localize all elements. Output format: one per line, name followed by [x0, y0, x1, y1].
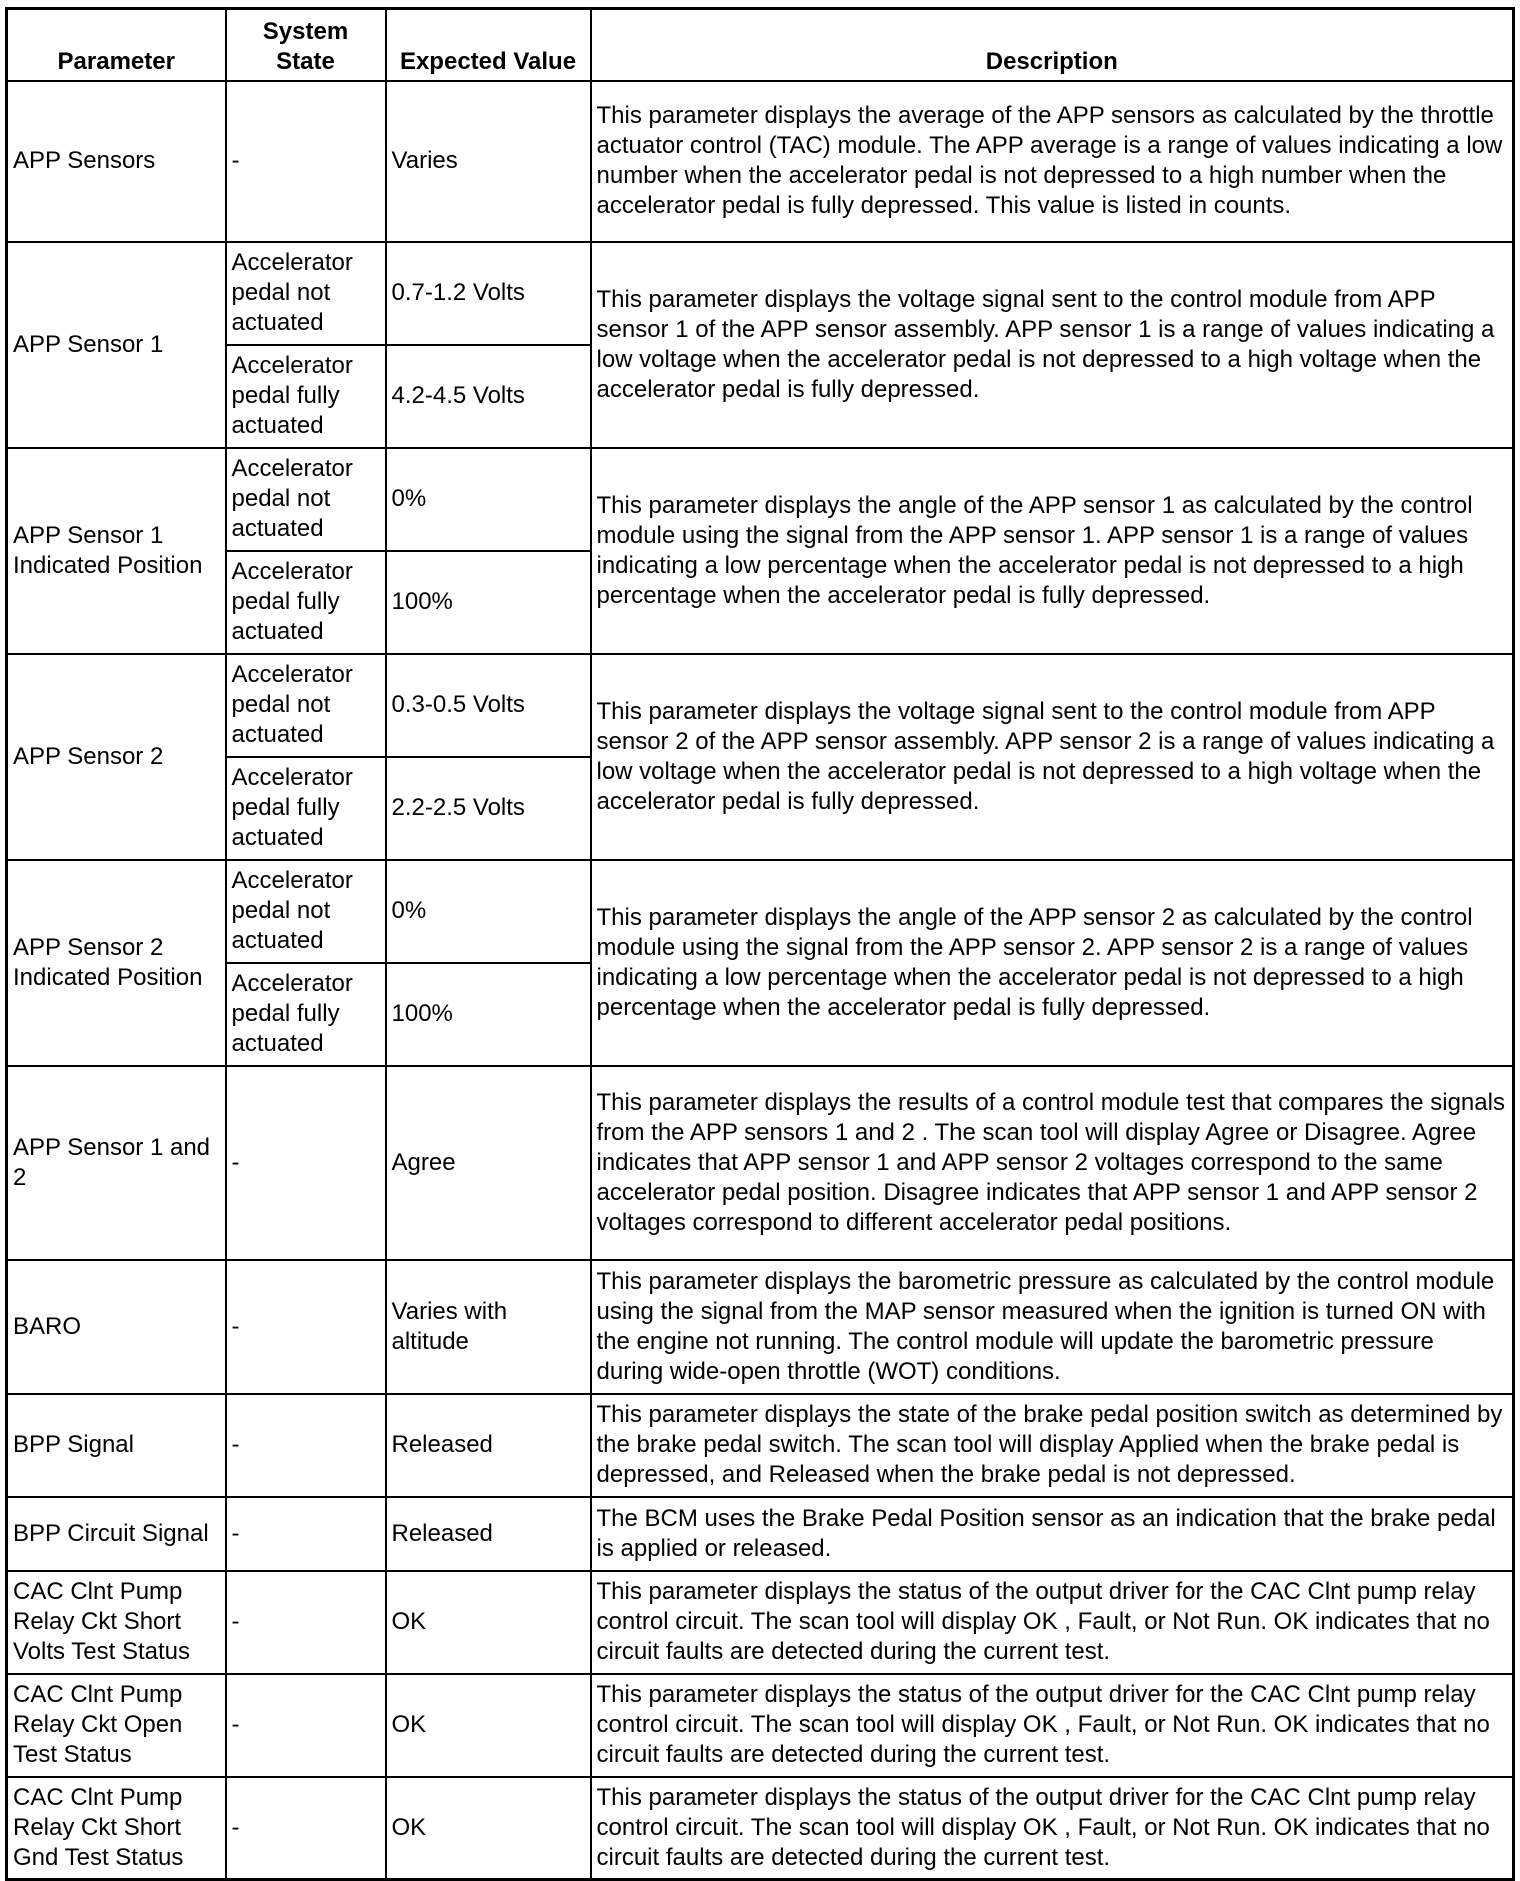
value-cell: 0.7-1.2 Volts	[386, 242, 591, 345]
table-row	[7, 448, 1514, 551]
state-cell: Accelerator pedal not actuated	[226, 242, 386, 345]
state-cell: -	[226, 1571, 386, 1674]
description-cell: This parameter displays the results of a control module test that compares the signals from the APP sensors 1 and 2 . The scan tool will display Agree or Disagree. Agree indicates that APP sensor 1 and APP sensor 2 voltages correspond to the same accelerator pedal position. Disagree indicates that APP sensor 1 and APP sensor 2 voltages correspond to different accelerator pedal positions.	[591, 1066, 1514, 1260]
parameter-cell: CAC Clnt Pump Relay Ckt Open Test Status	[7, 1674, 226, 1777]
description-cell: This parameter displays the status of the output driver for the CAC Clnt pump relay control circuit. The scan tool will display OK , Fault, or Not Run. OK indicates that no circuit faults are detected during the current test.	[591, 1777, 1514, 1880]
parameter-cell: APP Sensor 1	[7, 242, 226, 448]
parameter-cell: CAC Clnt Pump Relay Ckt Short Volts Test Status	[7, 1571, 226, 1674]
value-cell: 100%	[386, 963, 591, 1066]
table-row	[7, 1066, 1514, 1260]
parameter-table	[5, 7, 1515, 1881]
table-row	[7, 242, 1514, 345]
value-cell: 0%	[386, 860, 591, 963]
value-cell: 2.2-2.5 Volts	[386, 757, 591, 860]
value-cell: OK	[386, 1571, 591, 1674]
state-cell: Accelerator pedal fully actuated	[226, 963, 386, 1066]
value-cell: 0.3-0.5 Volts	[386, 654, 591, 757]
description-cell: This parameter displays the status of the output driver for the CAC Clnt pump relay control circuit. The scan tool will display OK , Fault, or Not Run. OK indicates that no circuit faults are detected during the current test.	[591, 1674, 1514, 1777]
table-row	[7, 654, 1514, 757]
description-cell: This parameter displays the angle of the APP sensor 2 as calculated by the control module using the signal from the APP sensor 2. APP sensor 2 is a range of values indicating a low percentage when the accelerator pedal is not depressed to a high percentage when the accelerator pedal is fully depressed.	[591, 860, 1514, 1066]
parameter-cell: BARO	[7, 1260, 226, 1394]
value-cell: 0%	[386, 448, 591, 551]
table-row	[7, 81, 1514, 242]
table-row	[7, 1497, 1514, 1571]
state-cell: -	[226, 1260, 386, 1394]
parameter-cell: CAC Clnt Pump Relay Ckt Short Gnd Test Status	[7, 1777, 226, 1880]
description-cell: This parameter displays the state of the brake pedal position switch as determined by the brake pedal switch. The scan tool will display Applied when the brake pedal is depressed, and Released when the brake pedal is not depressed.	[591, 1394, 1514, 1497]
parameter-cell: APP Sensors	[7, 81, 226, 242]
state-cell: -	[226, 1066, 386, 1260]
parameter-cell: APP Sensor 2	[7, 654, 226, 860]
state-cell: -	[226, 81, 386, 242]
description-cell: This parameter displays the voltage signal sent to the control module from APP sensor 2 of the APP sensor assembly. APP sensor 2 is a range of values indicating a low voltage when the accelerator pedal is not depressed to a high voltage when the accelerator pedal is fully depressed.	[591, 654, 1514, 860]
description-cell: This parameter displays the voltage signal sent to the control module from APP sensor 1 of the APP sensor assembly. APP sensor 1 is a range of values indicating a low voltage when the accelerator pedal is not depressed to a high voltage when the accelerator pedal is fully depressed.	[591, 242, 1514, 448]
value-cell: OK	[386, 1674, 591, 1777]
description-cell: This parameter displays the barometric pressure as calculated by the control module using the signal from the MAP sensor measured when the ignition is turned ON with the engine not running. The control module will update the barometric pressure during wide-open throttle (WOT) conditions.	[591, 1260, 1514, 1394]
value-cell: OK	[386, 1777, 591, 1880]
state-cell: -	[226, 1394, 386, 1497]
parameter-cell: BPP Circuit Signal	[7, 1497, 226, 1571]
value-cell: Agree	[386, 1066, 591, 1260]
state-cell: -	[226, 1497, 386, 1571]
value-cell: Released	[386, 1394, 591, 1497]
description-cell: The BCM uses the Brake Pedal Position sensor as an indication that the brake pedal is applied or released.	[591, 1497, 1514, 1571]
value-cell: Varies with altitude	[386, 1260, 591, 1394]
state-cell: Accelerator pedal fully actuated	[226, 345, 386, 448]
header-description: Description	[591, 9, 1514, 81]
header-expected-value: Expected Value	[386, 9, 591, 81]
table-row	[7, 1777, 1514, 1880]
state-cell: -	[226, 1777, 386, 1880]
description-cell: This parameter displays the average of the APP sensors as calculated by the throttle actuator control (TAC) module. The APP average is a range of values indicating a low number when the accelerator pedal is not depressed to a high number when the accelerator pedal is fully depressed. This value is listed in counts.	[591, 81, 1514, 242]
header-system-state: System State	[226, 9, 386, 81]
parameter-cell: APP Sensor 1 and 2	[7, 1066, 226, 1260]
parameter-cell: APP Sensor 2 Indicated Position	[7, 860, 226, 1066]
state-cell: Accelerator pedal not actuated	[226, 860, 386, 963]
value-cell: Varies	[386, 81, 591, 242]
state-cell: Accelerator pedal not actuated	[226, 448, 386, 551]
table-row	[7, 1394, 1514, 1497]
state-cell: Accelerator pedal not actuated	[226, 654, 386, 757]
state-cell: Accelerator pedal fully actuated	[226, 757, 386, 860]
table-row	[7, 860, 1514, 963]
value-cell: 100%	[386, 551, 591, 654]
table-row	[7, 1260, 1514, 1394]
table-row	[7, 1674, 1514, 1777]
value-cell: 4.2-4.5 Volts	[386, 345, 591, 448]
description-cell: This parameter displays the angle of the APP sensor 1 as calculated by the control module using the signal from the APP sensor 1. APP sensor 1 is a range of values indicating a low percentage when the accelerator pedal is not depressed to a high percentage when the accelerator pedal is fully depressed.	[591, 448, 1514, 654]
header-parameter: Parameter	[7, 9, 226, 81]
header-row	[7, 9, 1514, 81]
description-cell: This parameter displays the status of the output driver for the CAC Clnt pump relay control circuit. The scan tool will display OK , Fault, or Not Run. OK indicates that no circuit faults are detected during the current test.	[591, 1571, 1514, 1674]
state-cell: -	[226, 1674, 386, 1777]
parameter-cell: APP Sensor 1 Indicated Position	[7, 448, 226, 654]
parameter-cell: BPP Signal	[7, 1394, 226, 1497]
value-cell: Released	[386, 1497, 591, 1571]
state-cell: Accelerator pedal fully actuated	[226, 551, 386, 654]
table-row	[7, 1571, 1514, 1674]
